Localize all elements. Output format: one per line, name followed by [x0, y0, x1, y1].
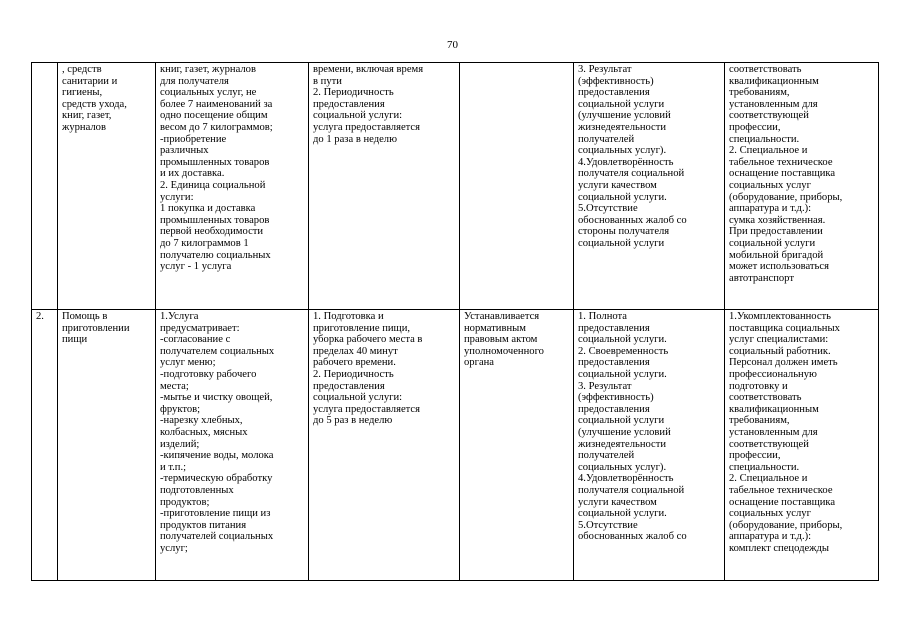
service-timing-cell: 1. Подготовка и приготовление пищи, уборка рабочего места в пределах 40 минут рабочего времени. 2. Периодичность предоставления социальной услуги: услуга предоставляется до 5 раз в неделю	[309, 310, 460, 581]
service-conditions-cell: соответствовать квалификационным требованиям, установленным для соответствующей профессии, специальности. 2. Специальное и табельное техническое оснащение поставщика социальных услуг (оборудование, приборы, аппаратура и т.д.): сумка хозяйственная. При предоставлении социальной услуги мобильной бригадой может использоваться автотранспорт	[725, 63, 879, 310]
table-row	[32, 63, 879, 310]
service-indicators-cell: 3. Результат (эффективность) предоставления социальной услуги (улучшение условий жизнедеятельности получателей социальных услуг). 4.Удовлетворённость получателя социальной услуги качеством социальной услуги. 5.Отсутствие обоснованных жалоб со стороны получателя социальной услуги	[574, 63, 725, 310]
service-indicators-cell: 1. Полнота предоставления социальной услуги. 2. Своевременность предоставления социальной услуги. 3. Результат (эффективность) предоставления социальной услуги (улучшение условий жизнедеятельности получателей социальных услуг). 4.Удовлетворённость получателя социальной услуги качеством социальной услуги. 5.Отсутствие обоснованных жалоб со	[574, 310, 725, 581]
services-table	[31, 62, 879, 581]
row-number-cell: 2.	[32, 310, 58, 581]
page-number: 70	[447, 39, 458, 51]
row-number-cell	[32, 63, 58, 310]
service-name-cell: Помощь в приготовлении пищи	[58, 310, 156, 581]
service-norm-cell: Устанавливается нормативным правовым актом уполномоченного органа	[460, 310, 574, 581]
service-name-cell: , средств санитарии и гигиены, средств ухода, книг, газет, журналов	[58, 63, 156, 310]
table-row	[32, 310, 879, 581]
service-conditions-cell: 1.Укомплектованность поставщика социальных услуг специалистами: социальный работник. Персонал должен иметь профессиональную подготовку и соответствовать квалификационным требованиям, установленным для соответствующей профессии, специальности. 2. Специальное и табельное техническое оснащение поставщика социальных услуг (оборудование, приборы, аппаратура и т.д.): комплект спецодежды	[725, 310, 879, 581]
service-timing-cell: времени, включая время в пути 2. Периодичность предоставления социальной услуги: услуга предоставляется до 1 раза в неделю	[309, 63, 460, 310]
service-content-cell: 1.Услуга предусматривает: -согласование с получателем социальных услуг меню; -подготовку рабочего места; -мытье и чистку овощей, фруктов; -нарезку хлебных, колбасных, мясных изделий; -кипячение воды, молока и т.п.; -термическую обработку подготовленных продуктов; -приготовление пищи из продуктов питания получателей социальных услуг;	[156, 310, 309, 581]
service-content-cell: книг, газет, журналов для получателя социальных услуг, не более 7 наименований за одно посещение общим весом до 7 килограммов; -приобретение различных промышленных товаров и их доставка. 2. Единица социальной услуги: 1 покупка и доставка промышленных товаров первой необходимости до 7 килограммов 1 получателю социальных услуг - 1 услуга	[156, 63, 309, 310]
service-norm-cell	[460, 63, 574, 310]
